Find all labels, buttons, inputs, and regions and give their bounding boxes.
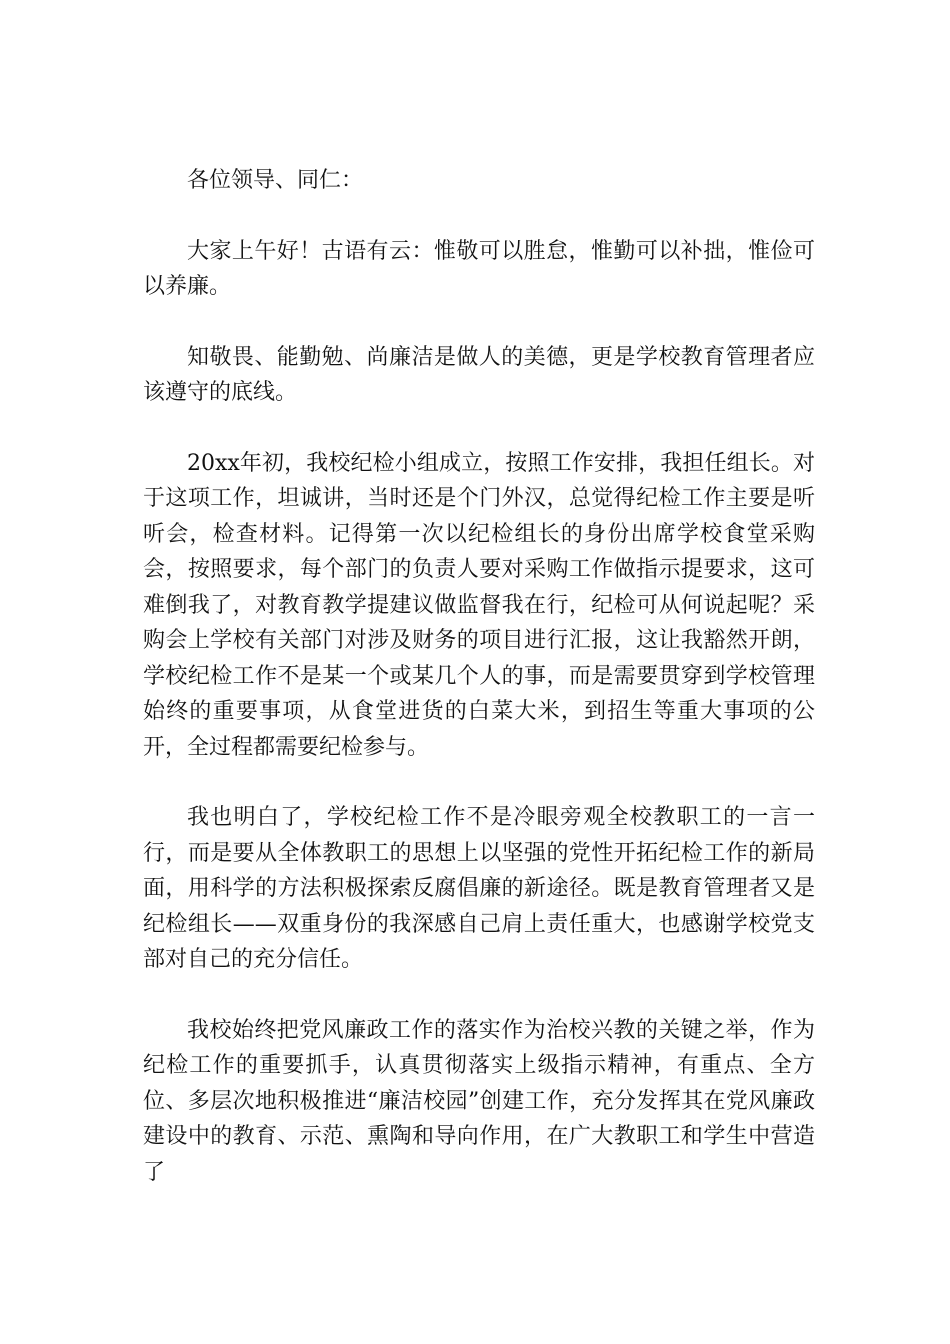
document-body [143, 163, 815, 1225]
body-paragraph: 我校始终把党风廉政工作的落实作为治校兴教的关键之举，作为纪检工作的重要抓手，认真贯彻落实上级指示精神，有重点、全方位、多层次地积极推进“廉洁校园”创建工作，充分发挥其在党风廉政建设中的教育、示范、熏陶和导向作用，在广大教职工和学生中营造了 [143, 1017, 815, 1185]
salutation-paragraph: 各位领导、同仁： [187, 168, 364, 193]
body-paragraph: 我也明白了，学校纪检工作不是冷眼旁观全校教职工的一言一行，而是要从全体教职工的思想上以坚强的党性开拓纪检工作的新局面，用科学的方法积极探索反腐倡廉的新途径。既是教育管理者又是纪检组长——双重身份的我深感自己肩上责任重大，也感谢学校党支部对自己的充分信任。 [143, 805, 815, 972]
body-paragraph: 20xx年初，我校纪检小组成立，按照工作安排，我担任组长。对于这项工作，坦诚讲，当时还是个门外汉，总觉得纪检工作主要是听听会，检查材料。记得第一次以纪检组长的身份出席学校食堂采购会，按照要求，每个部门的负责人要对采购工作做指示提要求，这可难倒我了，对教育教学提建议做监督我在行，纪检可从何说起呢？采购会上学校有关部门对涉及财务的项目进行汇报，这让我豁然开朗，学校纪检工作不是某一个或某几个人的事，而是需要贯穿到学校管理始终的重要事项，从食堂进货的白菜大米，到招生等重大事项的公开，全过程都需要纪检参与。 [143, 450, 815, 760]
body-paragraph: 知敬畏、能勤勉、尚廉洁是做人的美德，更是学校教育管理者应该遵守的底线。 [143, 344, 815, 405]
body-paragraph: 大家上午好！古语有云：惟敬可以胜怠，惟勤可以补拙，惟俭可以养廉。 [143, 238, 815, 299]
